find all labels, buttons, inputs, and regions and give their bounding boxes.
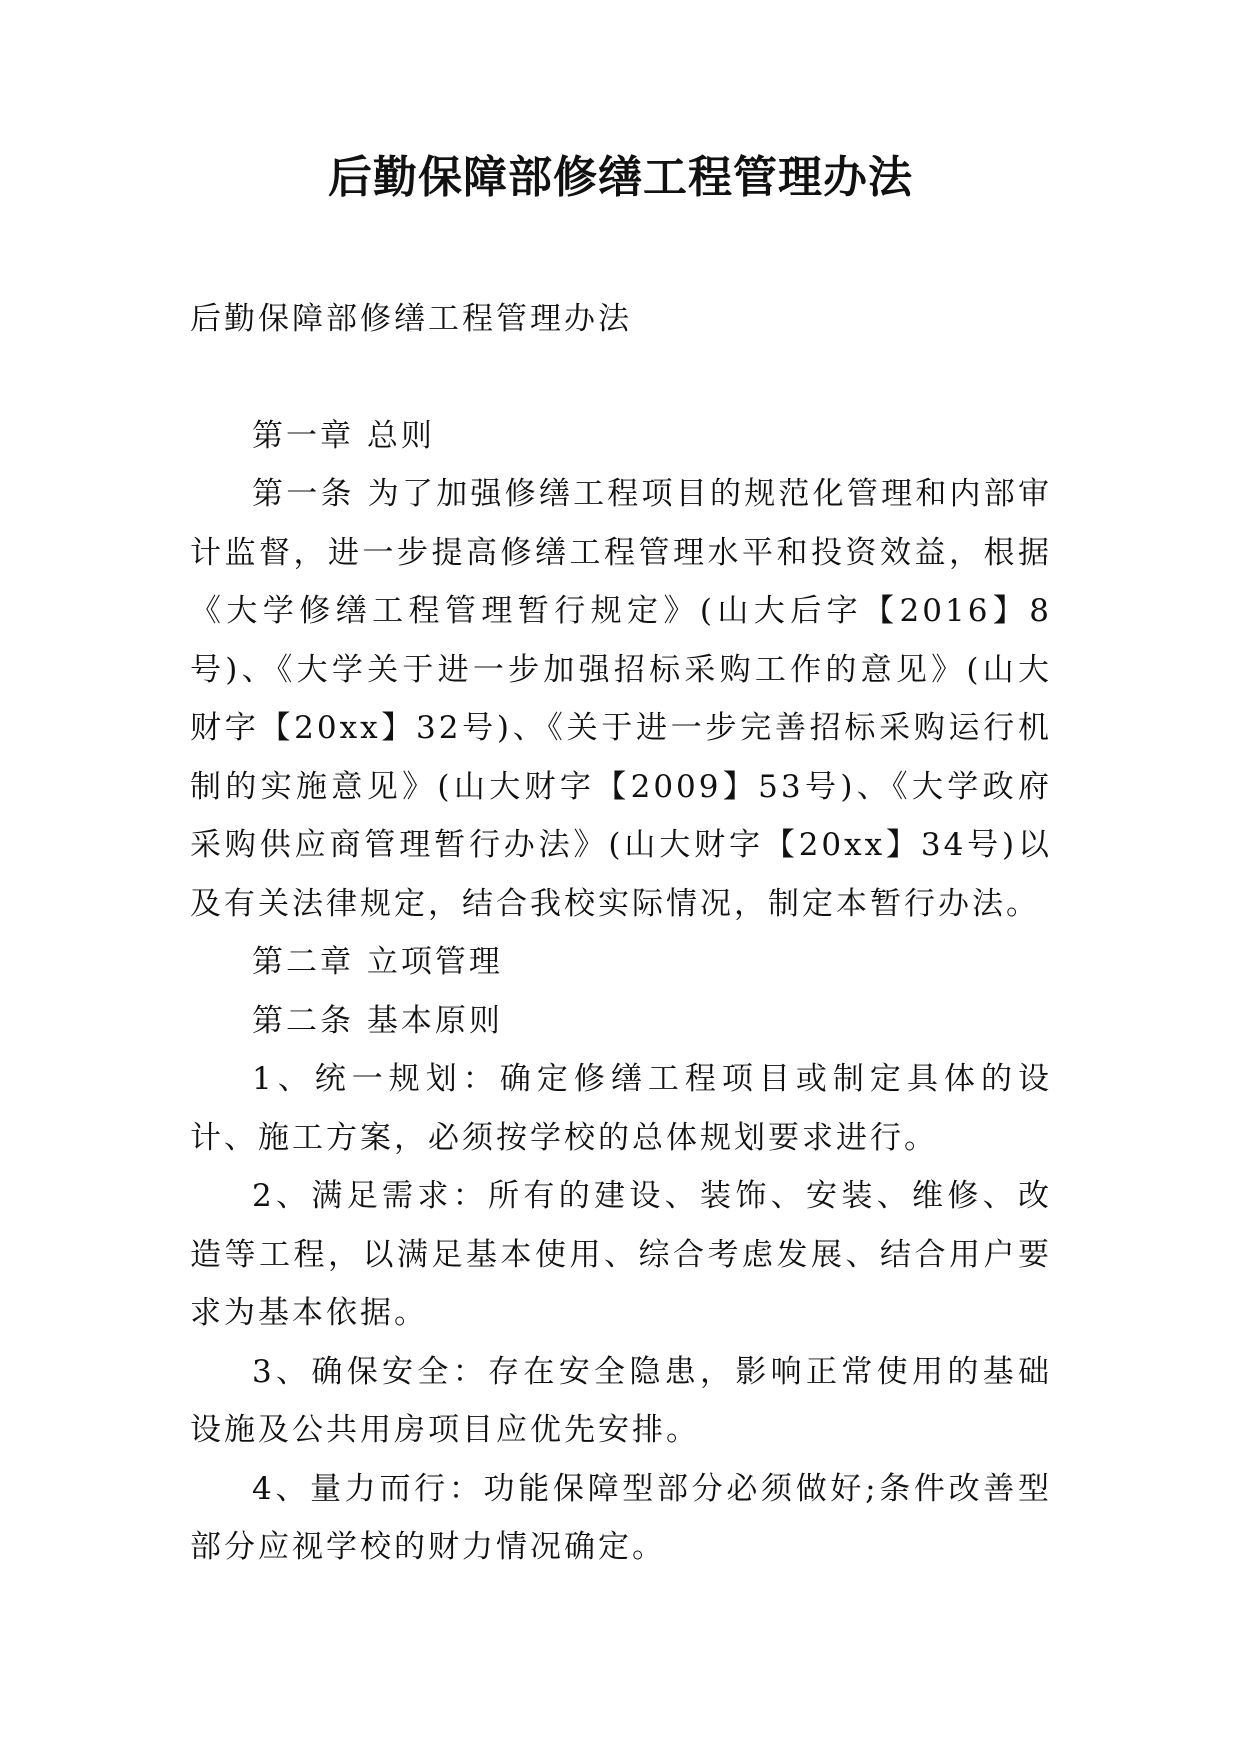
document-subtitle: 后勤保障部修缮工程管理办法	[190, 301, 632, 337]
document-title: 后勤保障部修缮工程管理办法	[328, 152, 913, 203]
principle-2: 2、满足需求：所有的建设、装饰、安装、维修、改造等工程，以满足基本使用、综合考虑发展、结合用户要求为基本依据。	[190, 1178, 1052, 1331]
principle-3: 3、确保安全：存在安全隐患，影响正常使用的基础设施及公共用房项目应优先安排。	[190, 1353, 1052, 1448]
chapter-heading-1: 第一章 总则	[252, 417, 435, 454]
principle-4: 4、量力而行：功能保障型部分必须做好;条件改善型部分应视学校的财力情况确定。	[190, 1470, 1052, 1565]
article-2-heading: 第二条 基本原则	[252, 1002, 503, 1039]
principle-1: 1、统一规划：确定修缮工程项目或制定具体的设计、施工方案，必须按学校的总体规划要求进行。	[190, 1061, 1052, 1156]
article-1: 第一条 为了加强修缮工程项目的规范化管理和内部审计监督，进一步提高修缮工程管理水平和投资效益，根据《大学修缮工程管理暂行规定》(山大后字【2016】8号)、《大学关于进一步加强招标采购工作的意见》(山大财字【20xx】32号)、《关于进一步完善招标采购运行机制的实施意见》(山大财字【2009】53号)、《大学政府采购供应商管理暂行办法》(山大财字【20xx】34号)以及有关法律规定，结合我校实际情况，制定本暂行办法。	[190, 476, 1052, 922]
chapter-heading-2: 第二章 立项管理	[252, 944, 503, 980]
document-body	[190, 290, 1052, 1577]
